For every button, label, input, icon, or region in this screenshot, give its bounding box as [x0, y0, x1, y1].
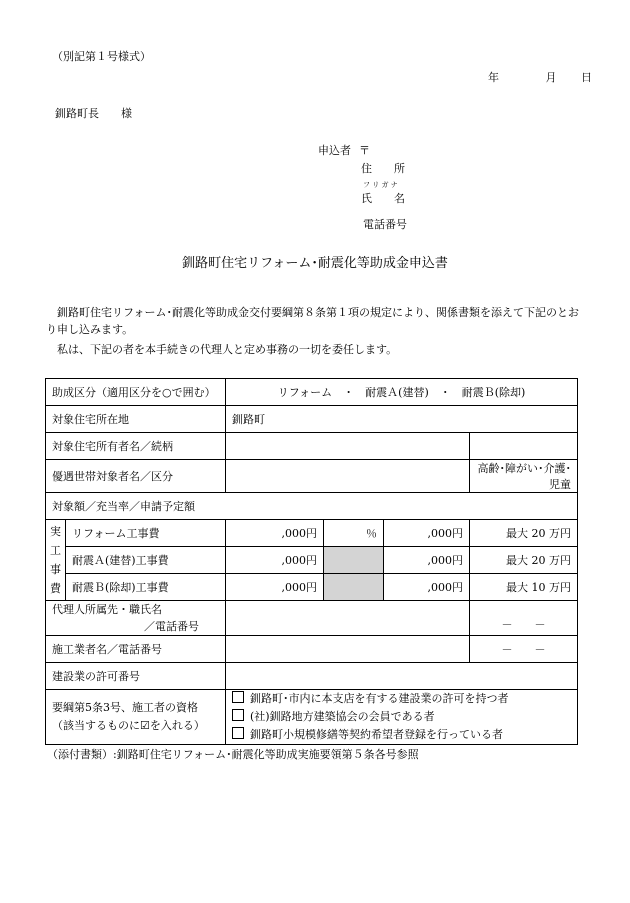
- owner-relation-field[interactable]: [470, 433, 578, 460]
- apply-field[interactable]: ,000円: [384, 547, 470, 574]
- date-month: 月: [545, 71, 557, 84]
- qualification-option[interactable]: [232, 726, 571, 744]
- subsidy-type-options[interactable]: リフォーム ・ 耐震Ａ(建替) ・ 耐震Ｂ(除却): [226, 379, 578, 406]
- amount-field[interactable]: ,000円: [226, 547, 324, 574]
- license-number-field[interactable]: [226, 663, 578, 690]
- table-row: [46, 663, 578, 690]
- vertical-char: 工: [50, 544, 61, 557]
- agent-name-field[interactable]: [226, 601, 470, 636]
- attachments-note: （添付書類）:釧路町住宅リフォーム･耐震化等助成実施要領第５条各号参照: [47, 748, 419, 761]
- agent-label-line2: ／電話番号: [144, 620, 199, 633]
- qualification-option[interactable]: [232, 708, 571, 726]
- rate-field-disabled: [324, 574, 384, 601]
- table-row: [46, 636, 578, 663]
- apply-field[interactable]: ,000円: [384, 574, 470, 601]
- location-value[interactable]: 釧路町: [226, 406, 578, 433]
- qualification-option[interactable]: [232, 690, 571, 708]
- name-label: 氏 名: [361, 192, 405, 205]
- table-row: [46, 493, 578, 520]
- date-day: 日: [581, 71, 592, 84]
- application-table: [45, 378, 578, 745]
- furigana-label: フ リ ガ ナ: [363, 181, 398, 189]
- rate-field-disabled: [324, 547, 384, 574]
- table-row: [46, 460, 578, 493]
- subsidy-type-label: 助成区分（適用区分を○で囲む）: [46, 379, 226, 406]
- qualification-options: [226, 690, 578, 745]
- contractor-label: 施工業者名／電話番号: [46, 636, 226, 663]
- table-row: [46, 547, 578, 574]
- checkbox[interactable]: [232, 691, 244, 703]
- qualification-text: 釧路町小規模修繕等契約希望者登録を行っている者: [250, 728, 504, 741]
- rate-field[interactable]: ％: [324, 520, 384, 547]
- amount-field[interactable]: ,000円: [226, 574, 324, 601]
- vertical-char: 事: [50, 563, 61, 576]
- checkbox[interactable]: [232, 709, 244, 721]
- qualification-label-line2: （該当するものに☑を入れる）: [52, 719, 205, 732]
- qualification-text: 釧路町･市内に本支店を有する建設業の許可を持つ者: [250, 692, 509, 705]
- qualification-label-line1: 要綱第5条3号、施工者の資格: [52, 701, 198, 714]
- contractor-name-field[interactable]: [226, 636, 470, 663]
- amount-field[interactable]: ,000円: [226, 520, 324, 547]
- intro-paragraph: 釧路町住宅リフォーム･耐震化等助成金交付要綱第８条第１項の規定により、関係書類を添えて下記のとおり申し込みます。: [46, 306, 579, 336]
- agent-label: [46, 601, 226, 636]
- agent-phone-field[interactable]: － －: [470, 601, 578, 636]
- checkbox[interactable]: [232, 727, 244, 739]
- row-label: 耐震Ａ(建替)工事費: [66, 547, 226, 574]
- owner-name-field[interactable]: [226, 433, 470, 460]
- table-row: [46, 690, 578, 745]
- recipient: 釧路町長 様: [55, 107, 132, 120]
- max-amount: 最大 20 万円: [470, 547, 578, 574]
- qualification-text: (社)釧路地方建築協会の会員である者: [250, 710, 435, 723]
- table-row: [46, 520, 578, 547]
- priority-name-field[interactable]: [226, 460, 470, 493]
- owner-label: 対象住宅所有者名／続柄: [46, 433, 226, 460]
- priority-options[interactable]: 高齢･障がい･介護･児童: [470, 460, 578, 493]
- agent-label-line1: 代理人所属先・職氏名: [52, 603, 162, 616]
- row-label: 耐震Ｂ(除却)工事費: [66, 574, 226, 601]
- amount-header: 対象額／充当率／申請予定額: [46, 493, 578, 520]
- delegation-paragraph: 私は、下記の者を本手続きの代理人と定め事務の一切を委任します。: [57, 343, 398, 356]
- form-label: （別記第１号様式）: [52, 50, 151, 63]
- location-label: 対象住宅所在地: [46, 406, 226, 433]
- max-amount: 最大 10 万円: [470, 574, 578, 601]
- table-row: [46, 601, 578, 636]
- table-row: [46, 406, 578, 433]
- document-title: 釧路町住宅リフォーム･耐震化等助成金申込書: [182, 256, 448, 271]
- vertical-char: 実: [50, 525, 61, 538]
- apply-field[interactable]: ,000円: [384, 520, 470, 547]
- phone-label: 電話番号: [363, 218, 407, 231]
- table-row: [46, 379, 578, 406]
- priority-label: 優遇世帯対象者名／区分: [46, 460, 226, 493]
- applicant-label: 申込者: [318, 144, 351, 157]
- table-row: [46, 574, 578, 601]
- qualification-label: [46, 690, 226, 745]
- date-line: [488, 69, 592, 85]
- contractor-phone-field[interactable]: － －: [470, 636, 578, 663]
- address-label: 住 所: [361, 162, 405, 175]
- max-amount: 最大 20 万円: [470, 520, 578, 547]
- row-label: リフォーム工事費: [66, 520, 226, 547]
- license-label: 建設業の許可番号: [46, 663, 226, 690]
- table-row: [46, 433, 578, 460]
- work-cost-vertical: [46, 520, 66, 601]
- vertical-char: 費: [50, 582, 61, 595]
- date-year: 年: [488, 71, 499, 84]
- postal-mark: 〒: [359, 144, 370, 157]
